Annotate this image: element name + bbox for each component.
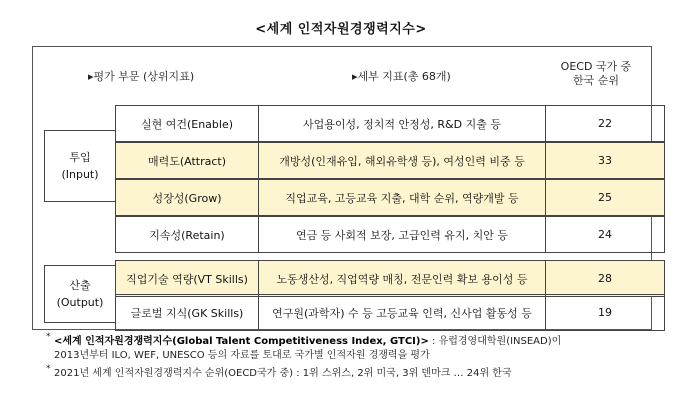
footnote-1-title: <세계 인적자원경쟁력지수(Global Talent Competitiveness Index, GTCI)> <box>54 336 429 347</box>
pillar-cell: 매력도(Attract) <box>116 143 259 178</box>
table-row <box>115 142 665 179</box>
group-input <box>44 130 116 202</box>
header-rank-line2: 한국 순위 <box>572 74 619 87</box>
header-rank <box>546 60 646 88</box>
group-output-sublabel: (Output) <box>56 296 104 309</box>
table-row <box>115 294 665 331</box>
footnote-2 <box>46 364 512 379</box>
pillar-cell: 글로벌 지식(GK Skills) <box>116 295 259 330</box>
pillar-cell: 직업기술 역량(VT Skills) <box>116 261 259 296</box>
page-title: <세계 인적자원경쟁력지수> <box>255 22 427 37</box>
asterisk-icon: * <box>46 332 51 342</box>
header-category: ▸평가 부문 (상위지표) <box>88 70 195 83</box>
footnote-1 <box>46 332 562 347</box>
rank-cell: 24 <box>598 228 612 241</box>
rank-cell: 25 <box>598 191 612 204</box>
footnote-2-text: 2021년 세계 인적자원경쟁력지수 순위(OECD국가 중) : 1위 스위스, 2위 미국, 3위 덴마크 … 24위 한국 <box>54 368 512 379</box>
group-input-sublabel: (Input) <box>61 168 99 181</box>
header-rank-line1: OECD 국가 중 <box>560 60 632 73</box>
pillar-cell: 성장성(Grow) <box>116 180 259 215</box>
group-input-label: 투입 <box>69 151 91 164</box>
detail-cell: 개방성(인재유입, 해외유학생 등), 여성인력 비중 등 <box>259 143 546 178</box>
footnote-1-line2: 2013년부터 ILO, WEF, UNESCO 등의 자료를 토대로 국가별 인적자원 경쟁력을 평가 <box>54 350 430 361</box>
group-output <box>44 265 116 323</box>
pillar-cell: 지속성(Retain) <box>116 217 259 252</box>
detail-cell: 노동생산성, 직업역량 매칭, 전문인력 확보 용이성 등 <box>259 261 546 296</box>
group-output-label: 산출 <box>69 279 91 292</box>
asterisk-icon: * <box>46 364 51 374</box>
header-detail: ▸세부 지표(총 68개) <box>352 70 451 83</box>
detail-cell: 연금 등 사회적 보장, 고급인력 유지, 치안 등 <box>259 217 546 252</box>
rank-cell: 19 <box>598 306 612 319</box>
rank-cell: 22 <box>598 117 612 130</box>
table-row <box>115 179 665 216</box>
table-row <box>115 216 665 253</box>
detail-cell: 연구원(과학자) 수 등 고등교육 인력, 신사업 활동성 등 <box>259 295 546 330</box>
detail-cell: 직업교육, 고등교육 지출, 대학 순위, 역량개발 등 <box>259 180 546 215</box>
table-row <box>115 260 665 297</box>
rank-cell: 33 <box>598 154 612 167</box>
table-row <box>115 105 665 142</box>
rank-cell: 28 <box>598 272 612 285</box>
pillar-cell: 실현 여건(Enable) <box>116 106 259 141</box>
footnote-1-source: : 유럽경영대학원(INSEAD)이 <box>428 336 562 347</box>
detail-cell: 사업용이성, 정치적 안정성, R&D 지출 등 <box>259 106 546 141</box>
